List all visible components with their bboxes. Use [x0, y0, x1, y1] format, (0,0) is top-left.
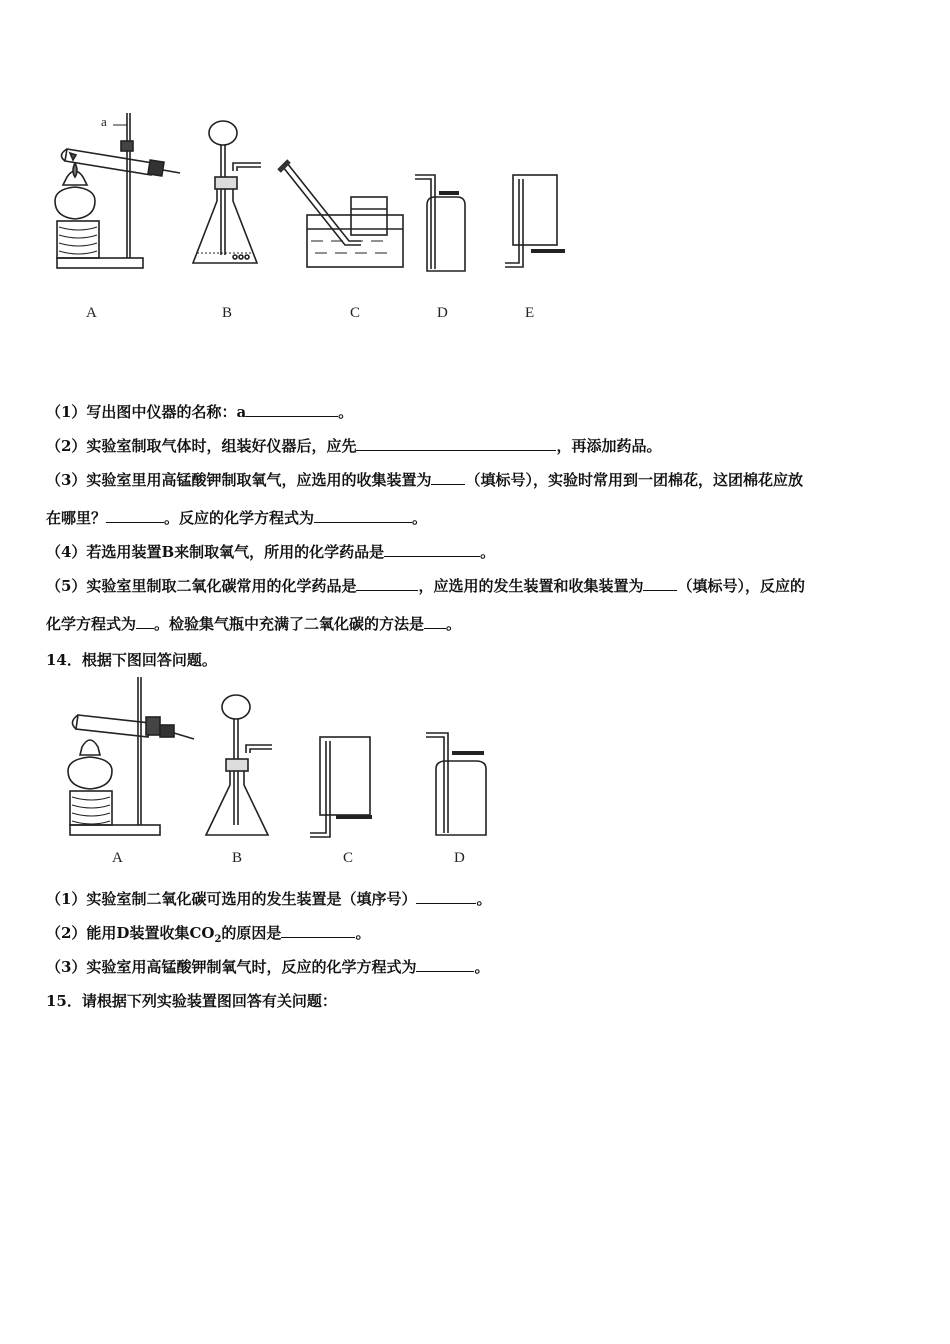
answer-blank[interactable] [136, 614, 154, 629]
q13-part3-cont: 在哪里？ 。反应的化学方程式为 。 [46, 509, 428, 527]
fig1-label-d: D [437, 305, 448, 321]
figure-2-apparatus [60, 675, 500, 845]
q13-part1: （1）写出图中仪器的名称：a 。 [46, 403, 354, 421]
q13-part5: （5）实验室里制取二氧化碳常用的化学药品是 ，应选用的发生装置和收集装置为 （填标号），反应的 [46, 577, 805, 595]
q15-title: 15．请根据下列实验装置图回答有关问题： [46, 992, 337, 1010]
q13-part5-cont: 化学方程式为 。检验集气瓶中充满了二氧化碳的方法是 。 [46, 615, 462, 633]
fig1-b-funnel [209, 121, 237, 145]
q14-part3: （3）实验室用高锰酸钾制氧气时，反应的化学方程式为 。 [46, 958, 490, 976]
answer-blank[interactable] [424, 614, 446, 629]
answer-blank[interactable] [106, 508, 164, 523]
answer-blank[interactable] [416, 889, 476, 904]
fig1-a-stand-base [57, 258, 143, 268]
figure-1-apparatus [45, 105, 585, 285]
fig2-label-c: C [343, 850, 354, 866]
q13-part3: （3）实验室里用高锰酸钾制取氧气，应选用的收集装置为 （填标号），实验时常用到一团棉花，这团棉花应放 [46, 471, 803, 489]
fig2-a-stand-base [70, 825, 160, 835]
fig1-pointer-label: a [101, 114, 107, 129]
fig1-label-a: A [86, 305, 97, 321]
answer-blank[interactable] [314, 508, 412, 523]
fig1-label-b: B [222, 305, 233, 321]
answer-blank[interactable] [246, 402, 338, 417]
answer-blank[interactable] [431, 470, 465, 485]
q14-title: 14．根据下图回答问题。 [46, 651, 217, 669]
answer-blank[interactable] [356, 436, 556, 451]
q14-part1: （1）实验室制二氧化碳可选用的发生装置是（填序号） 。 [46, 890, 492, 908]
q13-part4: （4）若选用装置B来制取氧气，所用的化学药品是 。 [46, 543, 496, 561]
answer-blank[interactable] [643, 576, 677, 591]
fig1-label-e: E [525, 305, 535, 321]
answer-blank[interactable] [384, 542, 480, 557]
fig1-label-c: C [350, 305, 361, 321]
fig2-c-bottle [320, 737, 370, 815]
answer-blank[interactable] [416, 957, 474, 972]
answer-blank[interactable] [356, 576, 418, 591]
fig2-label-a: A [112, 850, 123, 866]
fig2-label-b: B [232, 850, 243, 866]
q13-part2: （2）实验室制取气体时，组装好仪器后，应先 ，再添加药品。 [46, 437, 662, 455]
q14-part2: （2）能用D装置收集$CO_2$的原因是 。 [46, 924, 371, 945]
answer-blank[interactable] [281, 923, 355, 938]
fig2-b-funnel [222, 695, 250, 719]
fig2-label-d: D [454, 850, 465, 866]
fig1-d-bottle [427, 197, 465, 271]
